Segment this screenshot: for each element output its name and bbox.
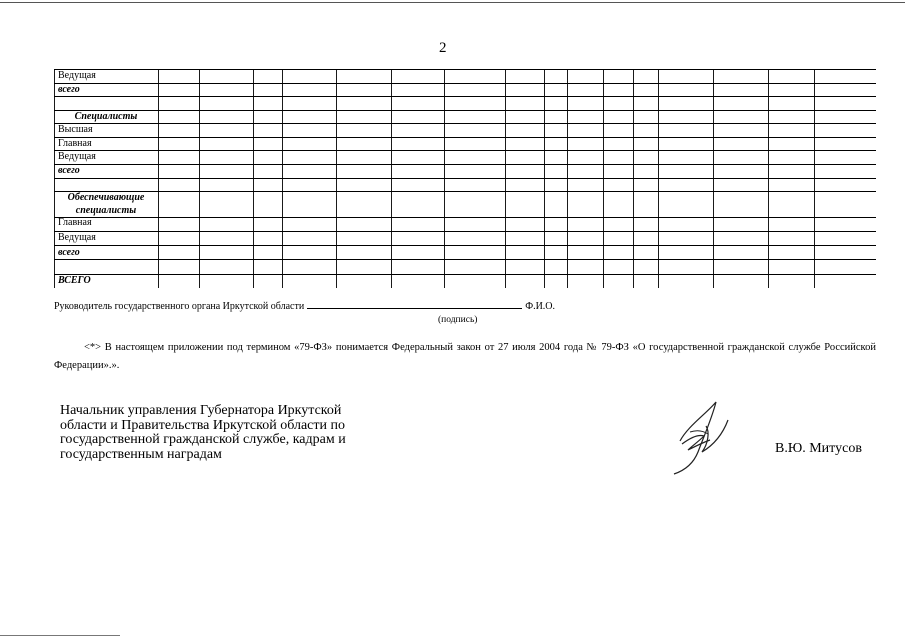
row-label-specialists: Специалисты (74, 111, 138, 122)
fio-label: Ф.И.О. (525, 301, 556, 312)
handwritten-signature (668, 396, 738, 481)
page-number: 2 (439, 40, 447, 56)
row-label-glavnaya: Главная (58, 138, 92, 149)
row-label-vedushchaya: Ведущая (58, 70, 96, 81)
signer-name: В.Ю. Митусов (775, 441, 862, 456)
head-label: Руководитель государственного органа Иркутской области (54, 301, 305, 312)
signature-caption: (подпись) (438, 315, 478, 325)
row-label-vedushchaya: Ведущая (58, 151, 96, 162)
row-label-vedushchaya: Ведущая (58, 232, 96, 243)
top-rule (0, 2, 905, 3)
head-signature-line (54, 299, 555, 312)
staffing-table (54, 69, 876, 288)
row-label-support-specialists-line2: специалисты (75, 205, 137, 216)
row-label-vysshaya: Высшая (58, 124, 93, 135)
table-grid-lines (54, 69, 876, 288)
row-label-vsego: всего (58, 84, 80, 95)
signature-underline (307, 299, 522, 309)
footnote: <*> В настоящем приложении под термином «79-ФЗ» понимается Федеральный закон от 27 июля 2004 года № 79-ФЗ «О государственной гражданской службе Российской Федерации».». (54, 342, 876, 371)
row-label-support-specialists-line1: Обеспечивающие (67, 192, 145, 203)
row-label-vsego: всего (58, 247, 80, 258)
official-title: Начальник управления Губернатора Иркутской области и Правительства Иркутской области по государственной гражданской службе, кадрам и государственным наградам (60, 403, 346, 462)
row-label-glavnaya: Главная (58, 217, 92, 228)
bottom-rule (0, 635, 120, 636)
row-label-vsego-total: ВСЕГО (58, 275, 91, 286)
row-label-vsego: всего (58, 165, 80, 176)
